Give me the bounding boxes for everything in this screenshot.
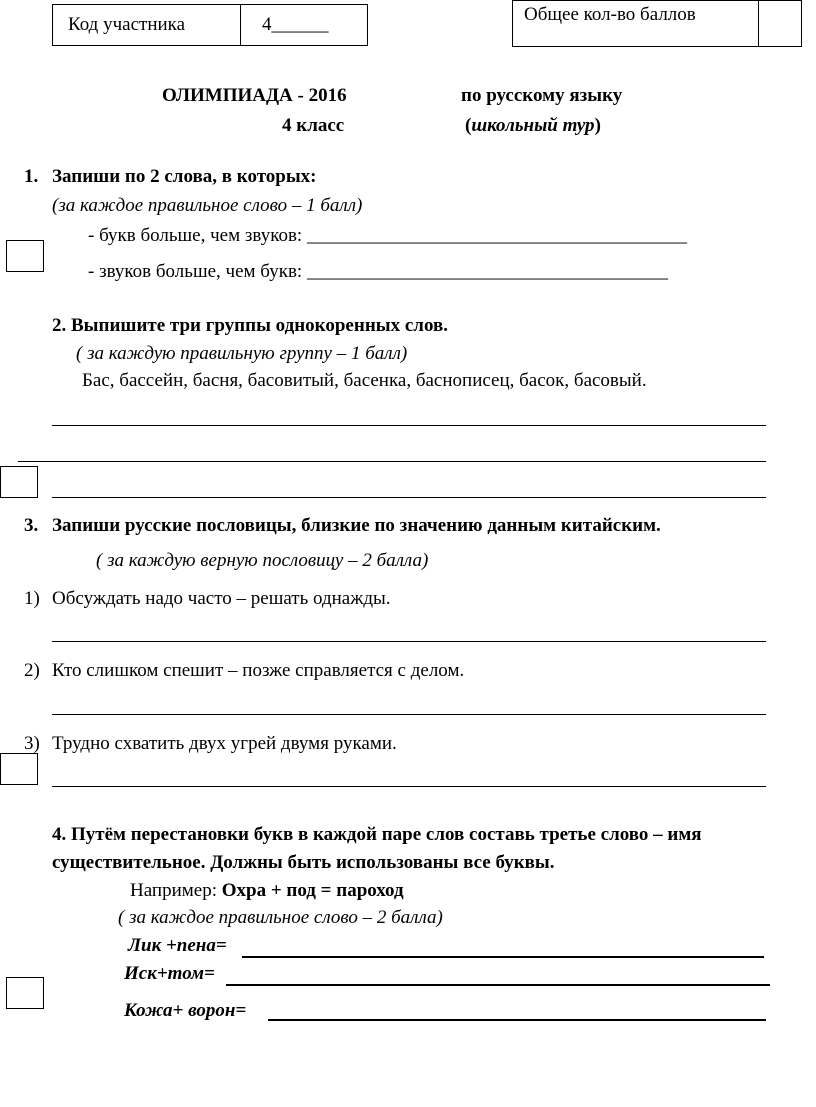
total-score-divider bbox=[758, 0, 759, 47]
task1-number: 1. bbox=[24, 166, 39, 187]
task4-score-box[interactable] bbox=[6, 977, 44, 1009]
task3-number: 3. bbox=[24, 515, 39, 536]
task2-title: 2. Выпишите три группы однокоренных слов. bbox=[52, 315, 448, 336]
task3-note: ( за каждую верную пословицу – 2 балла) bbox=[96, 550, 429, 571]
task4-item1-label: Лик +пена= bbox=[128, 935, 227, 956]
task3-item1-text: Обсуждать надо часто – решать однажды. bbox=[52, 588, 391, 609]
total-score-label: Общее кол-во баллов bbox=[524, 4, 696, 25]
task3-item1-answer-line[interactable] bbox=[52, 641, 766, 642]
participant-code-divider bbox=[240, 4, 241, 46]
participant-code-value[interactable]: 4______ bbox=[262, 14, 329, 35]
task2-score-box[interactable] bbox=[0, 466, 38, 498]
task4-example-value: Охра + под = пароход bbox=[221, 880, 404, 901]
task1-note: (за каждое правильное слово – 1 балл) bbox=[52, 195, 363, 216]
task3-item3-text: Трудно схватить двух угрей двумя руками. bbox=[52, 733, 397, 754]
task4-title-line1: 4. Путём перестановки букв в каждой паре слов составь третье слово – имя bbox=[52, 824, 702, 845]
task2-note: ( за каждую правильную группу – 1 балл) bbox=[76, 343, 408, 364]
task4-item3-answer-line[interactable] bbox=[268, 1019, 766, 1021]
round-title bbox=[465, 115, 601, 137]
task3-item3-number: 3) bbox=[24, 733, 40, 754]
task1-item2[interactable]: - звуков больше, чем букв: ______________________________________ bbox=[88, 261, 668, 282]
task2-answer-line-3[interactable] bbox=[52, 497, 766, 498]
task3-item2-text: Кто слишком спешит – позже справляется с делом. bbox=[52, 660, 465, 681]
task2-answer-line-2[interactable] bbox=[18, 461, 766, 462]
round-paren-close: ) bbox=[594, 115, 601, 136]
task4-item1-answer-line[interactable] bbox=[242, 956, 764, 958]
round-paren-open: ( bbox=[465, 115, 472, 136]
task3-item2-number: 2) bbox=[24, 660, 40, 681]
subject-title: по русскому языку bbox=[461, 85, 623, 106]
task1-title: Запиши по 2 слова, в которых: bbox=[52, 166, 317, 187]
task3-item1-number: 1) bbox=[24, 588, 40, 609]
total-score-field[interactable] bbox=[760, 2, 800, 45]
task3-title: Запиши русские пословицы, близкие по значению данным китайским. bbox=[52, 515, 661, 536]
task4-item3-label: Кожа+ ворон= bbox=[124, 1000, 247, 1021]
task4-example-label: Например: bbox=[130, 880, 222, 901]
task4-example bbox=[130, 880, 404, 902]
round-label: школьный тур bbox=[471, 115, 595, 136]
task1-item1[interactable]: - букв больше, чем звуков: ________________________________________ bbox=[88, 225, 687, 246]
task4-note: ( за каждое правильное слово – 2 балла) bbox=[118, 907, 443, 928]
task1-score-box[interactable] bbox=[6, 240, 44, 272]
task4-title-line2: существительное. Должны быть использованы все буквы. bbox=[52, 852, 555, 873]
task2-words: Бас, бассейн, басня, басовитый, басенка, баснописец, басок, басовый. bbox=[82, 370, 647, 391]
task3-score-box[interactable] bbox=[0, 753, 38, 785]
task3-item3-answer-line[interactable] bbox=[52, 786, 766, 787]
task2-answer-line-1[interactable] bbox=[52, 425, 766, 426]
participant-code-label: Код участника bbox=[68, 14, 186, 35]
task4-item2-answer-line[interactable] bbox=[226, 984, 770, 986]
task3-item2-answer-line[interactable] bbox=[52, 714, 766, 715]
task4-item2-label: Иск+том= bbox=[124, 963, 215, 984]
olympiad-title: ОЛИМПИАДА - 2016 bbox=[162, 85, 347, 106]
grade-title: 4 класс bbox=[282, 115, 345, 136]
